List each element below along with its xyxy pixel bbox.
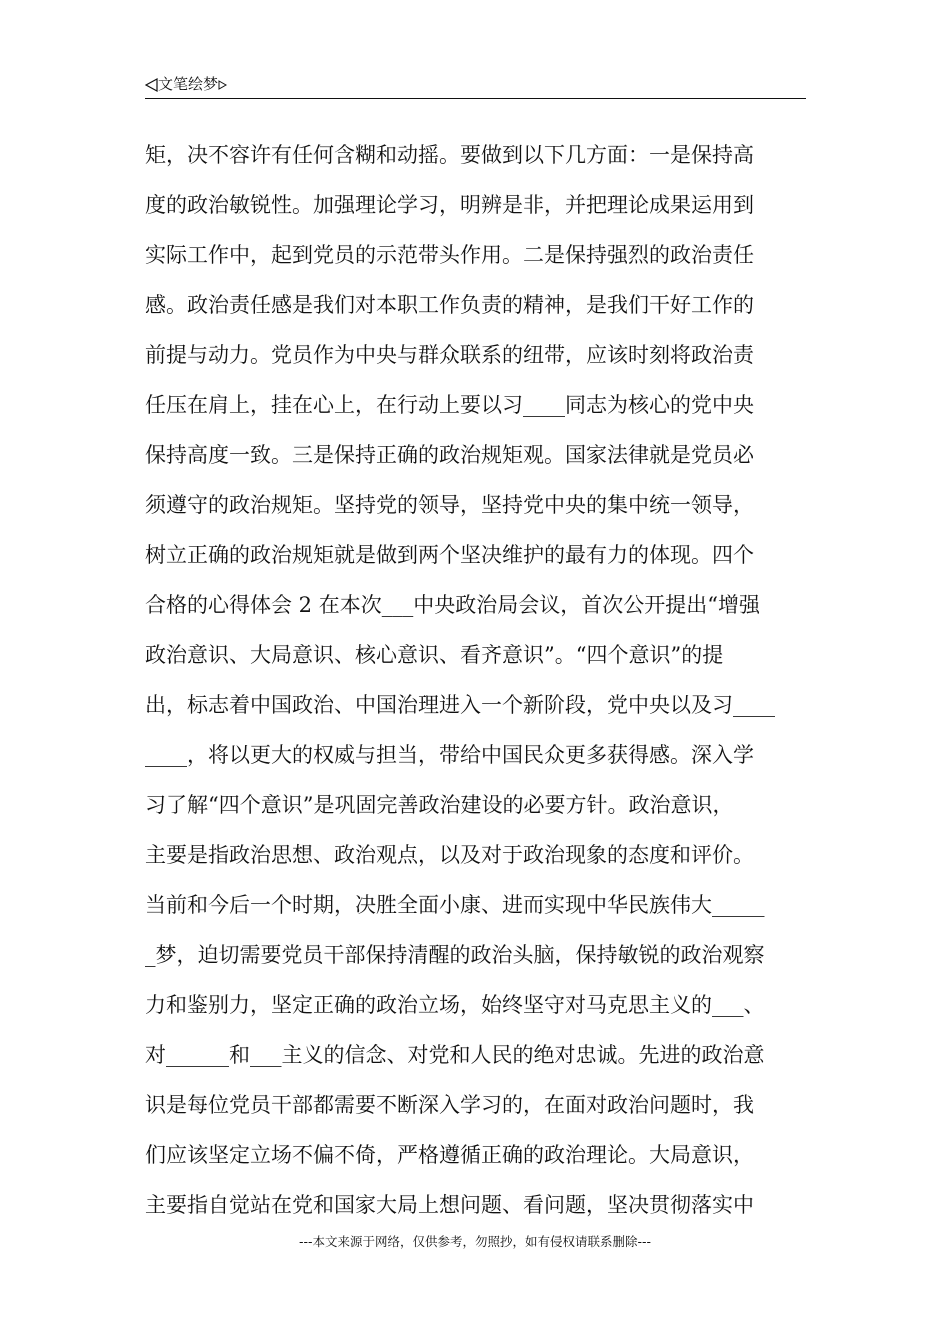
text-line: 保持高度一致。三是保持正确的政治规矩观。国家法律就是党员必 xyxy=(145,443,754,467)
text-line: 度的政治敏锐性。加强理论学习，明辨是非，并把理论成果运用到 xyxy=(145,193,754,217)
text-line: 实际工作中，起到党员的示范带头作用。二是保持强烈的政治责任 xyxy=(145,243,754,267)
text-line: 主要指自觉站在党和国家大局上想问题、看问题，坚决贯彻落实中 xyxy=(145,1193,754,1217)
document-body xyxy=(145,130,809,1230)
text-line: 识是每位党员干部都需要不断深入学习的，在面对政治问题时，我 xyxy=(145,1093,754,1117)
footer-disclaimer: ---本文来源于网络，仅供参考，勿照抄，如有侵权请联系删除--- xyxy=(298,1234,652,1249)
text-line: 任压在肩上，挂在心上，在行动上要以习____同志为核心的党中央 xyxy=(145,393,754,417)
page-header xyxy=(145,74,806,99)
text-line: ____，将以更大的权威与担当，带给中国民众更多获得感。深入学 xyxy=(145,743,754,767)
text-line: 主要是指政治思想、政治观点，以及对于政治现象的态度和评价。 xyxy=(145,843,754,867)
header-title: 文笔绘梦 xyxy=(158,75,219,93)
triangle-left-icon xyxy=(145,78,158,92)
text-line: 矩，决不容许有任何含糊和动摇。要做到以下几方面：一是保持高 xyxy=(145,143,754,167)
text-line: 力和鉴别力，坚定正确的政治立场，始终坚守对马克思主义的___、 xyxy=(145,993,765,1017)
text-line: 合格的心得体会 2 在本次___中央政治局会议，首次公开提出“增强 xyxy=(145,593,760,617)
text-line: 习了解“四个意识”是巩固完善政治建设的必要方针。政治意识， xyxy=(145,793,734,817)
text-line: 政治意识、大局意识、核心意识、看齐意识”。“四个意识”的提 xyxy=(145,643,724,667)
triangle-right-icon xyxy=(218,80,227,90)
text-line: 感。政治责任感是我们对本职工作负责的精神，是我们干好工作的 xyxy=(145,293,754,317)
text-line: 对______和___主义的信念、对党和人民的绝对忠诚。先进的政治意 xyxy=(145,1043,765,1067)
text-line: _梦，迫切需要党员干部保持清醒的政治头脑，保持敏锐的政治观察 xyxy=(145,943,765,967)
header-title-group xyxy=(145,74,227,94)
text-line: 树立正确的政治规矩就是做到两个坚决维护的最有力的体现。四个 xyxy=(145,543,754,567)
text-line: 当前和今后一个时期，决胜全面小康、进而实现中华民族伟大_____ xyxy=(145,893,765,917)
text-line: 前提与动力。党员作为中央与群众联系的纽带，应该时刻将政治责 xyxy=(145,343,754,367)
text-line: 须遵守的政治规矩。坚持党的领导，坚持党中央的集中统一领导， xyxy=(145,493,754,517)
page-footer xyxy=(0,1233,950,1251)
text-line: 出，标志着中国政治、中国治理进入一个新阶段，党中央以及习____ xyxy=(145,693,775,717)
text-line: 们应该坚定立场不偏不倚，严格遵循正确的政治理论。大局意识， xyxy=(145,1143,754,1167)
